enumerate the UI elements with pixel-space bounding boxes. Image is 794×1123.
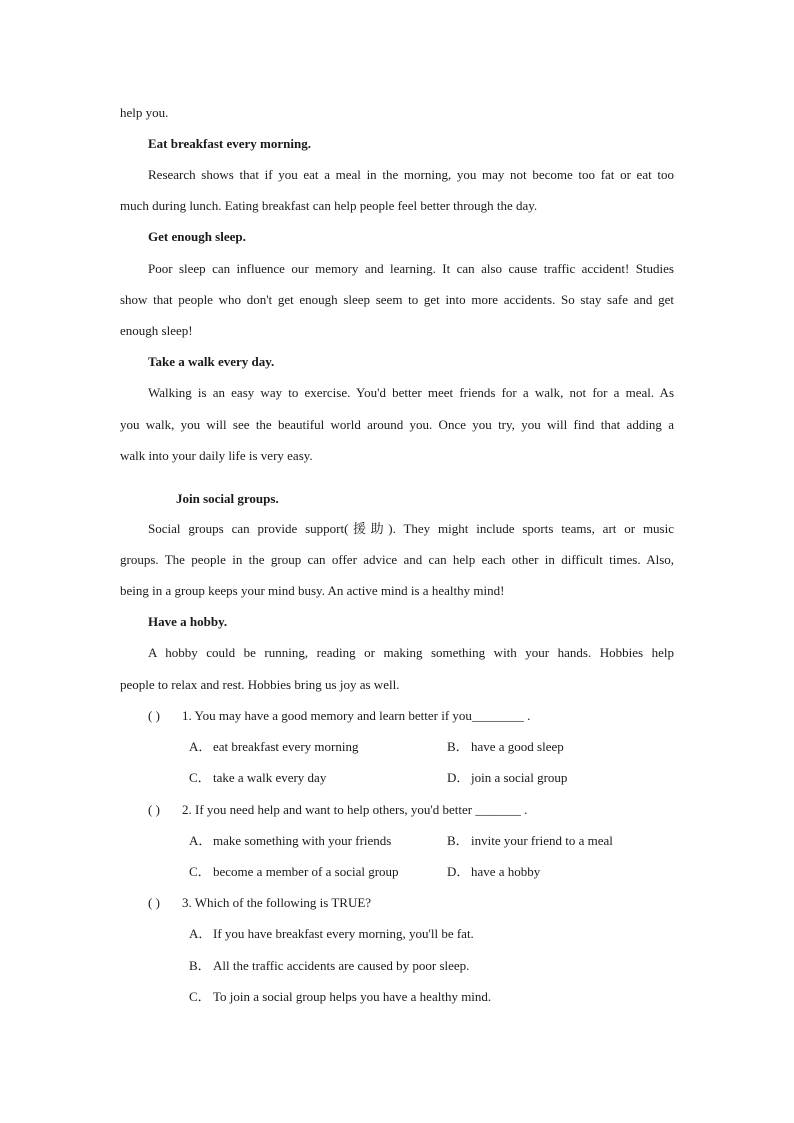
section-heading-breakfast: Eat breakfast every morning. [148, 136, 311, 151]
section-heading-hobby: Have a hobby. [148, 614, 228, 629]
section-heading-sleep: Get enough sleep. [148, 229, 246, 244]
passage-line: Research shows that if you eat a meal in the morning, you may not become too fat or eat too [148, 167, 674, 182]
option-letter: A． [189, 833, 212, 848]
option-text: take a walk every day [213, 770, 327, 785]
option-text: become a member of a social group [213, 864, 399, 879]
option-letter: C． [189, 770, 211, 785]
question-2 [148, 801, 527, 819]
section-heading-social: Join social groups. [176, 491, 279, 506]
option-letter: A． [189, 739, 212, 754]
option-letter: C． [189, 989, 211, 1004]
option-a[interactable] [189, 832, 391, 850]
passage-line: walk into your daily life is very easy. [120, 448, 313, 463]
option-letter: A． [189, 926, 212, 941]
answer-blank[interactable]: ( ) [148, 895, 160, 910]
option-text: make something with your friends [213, 833, 392, 848]
option-text: All the traffic accidents are caused by poor sleep. [213, 958, 470, 973]
passage-line: Poor sleep can influence our memory and learning. It can also cause traffic accident! Studies [148, 261, 674, 276]
option-c[interactable] [189, 769, 326, 787]
passage-line: people to relax and rest. Hobbies bring us joy as well. [120, 677, 400, 692]
option-letter: D． [447, 770, 470, 785]
passage-line: enough sleep! [120, 323, 193, 338]
option-d[interactable] [447, 863, 540, 881]
option-a[interactable] [189, 925, 474, 943]
question-stem: 2. If you need help and want to help others, you'd better _______ . [182, 802, 528, 817]
section-heading-walk: Take a walk every day. [148, 354, 275, 369]
option-letter: B． [447, 833, 469, 848]
passage-line: show that people who don't get enough sleep seem to get into more accidents. So stay safe and get [120, 292, 674, 307]
passage-line: Walking is an easy way to exercise. You'd better meet friends for a walk, not for a meal. As [148, 385, 674, 400]
answer-blank[interactable]: ( ) [148, 802, 160, 817]
option-b[interactable] [447, 738, 564, 756]
option-letter: B． [189, 958, 211, 973]
passage-line: help you. [120, 105, 169, 120]
question-3 [148, 894, 371, 912]
question-stem: 1. You may have a good memory and learn better if you________ . [182, 708, 531, 723]
option-letter: C． [189, 864, 211, 879]
option-text: If you have breakfast every morning, you'll be fat. [213, 926, 474, 941]
option-text: have a good sleep [471, 739, 564, 754]
passage-line: you walk, you will see the beautiful world around you. Once you try, you will find that adding a [120, 417, 674, 432]
option-letter: B． [447, 739, 469, 754]
option-text: join a social group [471, 770, 568, 785]
option-a[interactable] [189, 738, 358, 756]
option-text: To join a social group helps you have a healthy mind. [213, 989, 492, 1004]
passage-line: being in a group keeps your mind busy. An active mind is a healthy mind! [120, 583, 505, 598]
option-text: have a hobby [471, 864, 541, 879]
answer-blank[interactable]: ( ) [148, 708, 160, 723]
passage-line: much during lunch. Eating breakfast can help people feel better through the day. [120, 198, 538, 213]
option-text: eat breakfast every morning [213, 739, 359, 754]
option-d[interactable] [447, 769, 567, 787]
question-1 [148, 707, 530, 725]
option-c[interactable] [189, 988, 491, 1006]
option-b[interactable] [447, 832, 613, 850]
option-letter: D． [447, 864, 470, 879]
passage-line: A hobby could be running, reading or making something with your hands. Hobbies help [148, 645, 674, 660]
passage-line: Social groups can provide support(援助). They might include sports teams, art or music [148, 521, 674, 536]
option-b[interactable] [189, 957, 469, 975]
option-text: invite your friend to a meal [471, 833, 613, 848]
passage-line: groups. The people in the group can offer advice and can help each other in difficult times. Also, [120, 552, 674, 567]
option-c[interactable] [189, 863, 399, 881]
question-stem: 3. Which of the following is TRUE? [182, 895, 372, 910]
